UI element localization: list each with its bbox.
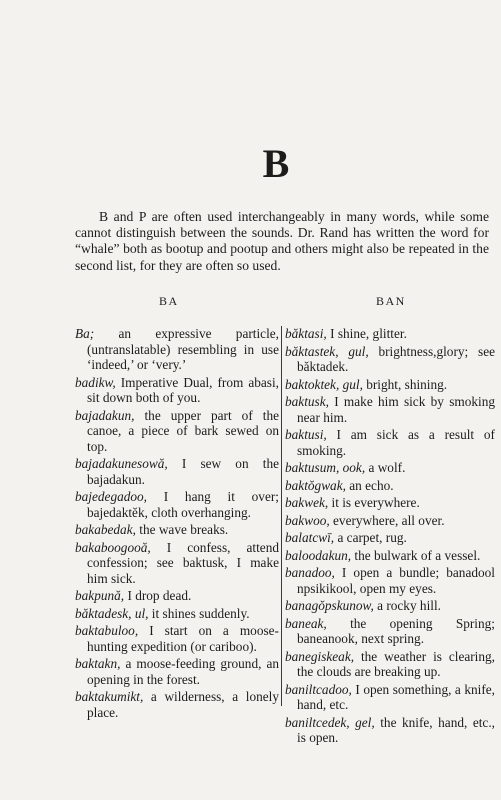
entry-definition: I am sick as a result of smoking.	[297, 427, 495, 458]
entry-headword: Ba;	[75, 326, 95, 341]
entry-headword: bakwoo,	[285, 512, 330, 528]
entry-definition: I make him sick by smoking near him.	[297, 394, 495, 425]
dictionary-entry	[285, 344, 495, 375]
entry-headword: baktoktek, gul,	[285, 376, 363, 392]
entry-headword: baloodakun,	[285, 547, 352, 563]
entry-headword: baneak,	[285, 615, 327, 631]
dictionary-entry	[285, 649, 495, 680]
entry-headword: băktadesk, ul,	[75, 605, 149, 621]
entry-definition: a wilderness, a lonely place.	[87, 689, 279, 720]
entry-definition: I sew on the bajadakun.	[87, 456, 279, 487]
entry-definition: it shines suddenly.	[148, 605, 250, 621]
dictionary-entry	[285, 326, 495, 342]
intro-paragraph	[75, 209, 489, 274]
entry-headword: băktastek, gul,	[285, 343, 369, 359]
entry-headword: bajedegadoo,	[75, 489, 148, 504]
entry-headword: baktusum, ook,	[285, 460, 366, 475]
entry-headword: badikw,	[75, 374, 116, 390]
intro-text: B and P are often used interchangeably in many words, while some cannot distinguish between the sounds. Dr. Rand has written the word for “whale” both as bootup and pootup and others might also be repeated in the second list, for they are often so used.	[75, 209, 489, 273]
entry-headword: bajadakun,	[75, 407, 135, 423]
dictionary-entry	[75, 656, 279, 687]
dictionary-entry	[285, 427, 495, 458]
entry-headword: banadoo,	[285, 565, 335, 580]
dictionary-entry	[285, 715, 495, 746]
dictionary-entry	[285, 548, 495, 564]
entry-definition: everywhere, all over.	[329, 512, 445, 528]
entry-headword: băktasi,	[285, 326, 327, 341]
entry-definition: the knife, hand, etc., is open.	[297, 714, 495, 745]
entry-definition: the bulwark of a vessel.	[351, 547, 481, 563]
entry-headword: banegiskeak,	[285, 648, 355, 664]
right-column	[285, 326, 495, 748]
dictionary-entry	[75, 456, 279, 487]
entry-headword: baniltcadoo,	[285, 681, 352, 697]
entry-definition: I start on a moose-hunting expedition (or cariboo).	[87, 623, 279, 654]
entry-headword: baktakn,	[75, 656, 121, 671]
entry-definition: I open a bundle; banadool npsikikool, open my eyes.	[297, 565, 495, 596]
entry-definition: the upper part of the canoe, a piece of bark sewed on top.	[87, 407, 279, 454]
dictionary-entry	[75, 588, 279, 604]
entry-definition: Imperative Dual, from abasi, sit down both of you.	[87, 374, 279, 405]
dictionary-entry	[285, 682, 495, 713]
dictionary-entry	[75, 489, 279, 520]
dictionary-entry	[285, 478, 495, 494]
column-divider	[281, 326, 282, 706]
entry-definition: I hang it over; bajedaktĕk, cloth overhanging.	[87, 489, 279, 520]
entry-definition: bright, shining.	[362, 376, 448, 392]
entry-headword: baktŏgwak,	[285, 477, 346, 493]
entry-definition: an expressive particle, (untranslatable) resembling in use ‘indeed,’ or ‘very.’	[87, 326, 279, 372]
dictionary-entry	[75, 522, 279, 538]
entry-headword: bakabedak,	[75, 522, 136, 537]
entry-definition: an echo.	[345, 477, 394, 493]
entry-headword: baktusk,	[285, 394, 329, 409]
entry-definition: the opening Spring; baneanook, next spring.	[297, 615, 495, 646]
entry-headword: bakwek,	[285, 495, 329, 510]
left-column-heading: BA	[159, 294, 179, 308]
entry-definition: a carpet, rug.	[334, 530, 407, 545]
entry-definition: the wave breaks.	[135, 522, 229, 537]
entry-definition: a rocky hill.	[373, 598, 441, 613]
dictionary-entry	[75, 623, 279, 654]
dictionary-entry	[285, 495, 495, 511]
dictionary-entry	[75, 375, 279, 406]
entry-definition: the weather is clearing, the clouds are breaking up.	[297, 648, 495, 679]
entry-headword: banagŏpskunow,	[285, 598, 374, 613]
entry-definition: I shine, glitter.	[326, 326, 407, 341]
dictionary-entry	[285, 513, 495, 529]
dictionary-entry	[75, 408, 279, 455]
entry-definition: it is everywhere.	[328, 495, 420, 510]
entry-headword: baniltcedek, gel,	[285, 714, 375, 730]
entry-headword: baktusi,	[285, 427, 327, 442]
dictionary-entry	[285, 394, 495, 425]
dictionary-entry	[285, 377, 495, 393]
dictionary-entry	[75, 606, 279, 622]
entry-headword: balatcwī,	[285, 530, 335, 545]
left-column	[75, 326, 279, 722]
dictionary-entry	[285, 460, 495, 476]
dictionary-entry	[75, 689, 279, 720]
dictionary-entry	[285, 565, 495, 596]
entry-definition: a moose-feeding ground, an opening in the forest.	[87, 656, 279, 687]
entry-headword: bajadakunesowă,	[75, 456, 168, 471]
entry-headword: bakaboogooă,	[75, 539, 151, 555]
dictionary-entry	[285, 598, 495, 614]
entry-headword: baktabuloo,	[75, 623, 139, 638]
entry-headword: bakpună,	[75, 588, 125, 603]
section-letter: B	[262, 141, 291, 186]
entry-definition: brightness,glory; see băktadek.	[297, 343, 496, 374]
right-column-heading: BAN	[376, 294, 406, 308]
entry-definition: I confess, attend confession; see baktusk, I make him sick.	[87, 539, 279, 586]
entry-headword: baktakumikt,	[75, 689, 144, 704]
dictionary-entry	[75, 326, 279, 373]
dictionary-entry	[285, 530, 495, 546]
dictionary-entry	[285, 616, 495, 647]
entry-definition: I open something, a knife, hand, etc.	[297, 681, 495, 712]
dictionary-entry	[75, 540, 279, 587]
entry-definition: a wolf.	[365, 460, 406, 475]
entry-definition: I drop dead.	[124, 588, 192, 603]
